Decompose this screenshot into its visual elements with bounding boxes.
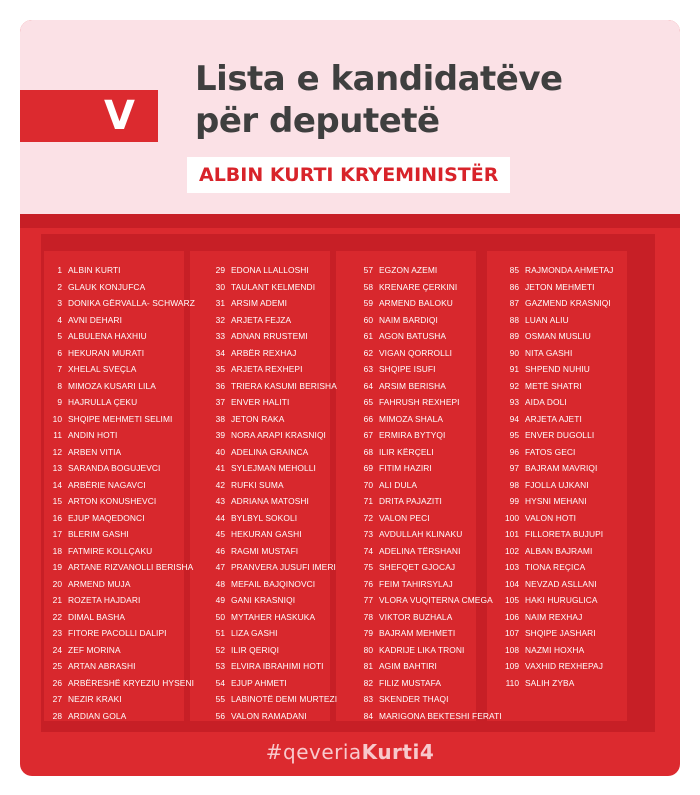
candidate-name: ROZETA HAJDARI [68, 595, 141, 605]
candidate-name: VIKTOR BUZHALA [379, 611, 453, 622]
candidate-name: ELVIRA IBRAHIMI HOTI [231, 661, 324, 671]
logo-band [20, 90, 158, 142]
candidate-name: KRENARE ÇERKINI [379, 281, 458, 292]
candidate-name: SHPEND NUHIU [525, 364, 590, 374]
title-line-2: për deputetë [195, 101, 440, 141]
candidate-name: DIMAL BASHA [68, 611, 126, 622]
candidate-name: EDONA LLALLOSHI [231, 265, 309, 275]
candidate-number: 83 [363, 694, 373, 704]
candidate-name: ERMIRA BYTYQI [379, 430, 446, 440]
candidate-name: LABINOTË DEMI MURTEZI [231, 694, 338, 704]
candidate-name: VALON RAMADANI [231, 710, 307, 721]
candidate-name: ALBULENA HAXHIU [68, 331, 147, 341]
candidate-name: OSMAN MUSLIU [525, 331, 591, 341]
candidate-name: ARSIM BERISHA [379, 380, 446, 391]
candidate-name: ZEF MORINA [68, 644, 121, 655]
candidate-number: 16 [52, 512, 62, 523]
candidate-name: ARBËRESHË KRYEZIU HYSENI [68, 677, 195, 688]
candidate-number: 26 [52, 677, 62, 688]
candidate-name: SARANDA BOGUJEVCI [68, 463, 161, 473]
candidate-name: ARBEN VITIA [68, 446, 122, 457]
candidate-number: 17 [52, 529, 62, 539]
candidate-number: 86 [509, 281, 519, 292]
candidate-name: EGZON AZEMI [379, 265, 438, 275]
candidate-number: 101 [505, 529, 519, 539]
candidate-number: 60 [363, 314, 373, 325]
candidate-number: 19 [52, 562, 62, 572]
candidate-name: ARBËRIE NAGAVCI [68, 479, 146, 490]
candidate-name: TRIERA KASUMI BERISHA [231, 380, 337, 391]
candidate-name: FATOS GECI [525, 446, 576, 457]
candidate-number: 81 [363, 661, 373, 671]
candidate-name: ADRIANA MATOSHI [231, 496, 309, 506]
candidate-name: ADNAN RRUSTEMI [231, 331, 308, 341]
candidate-number: 8 [57, 380, 62, 391]
candidate-name: FJOLLA UJKANI [525, 479, 589, 490]
candidate-number: 23 [52, 628, 62, 638]
candidate-name: ADELINA GRAINCA [231, 446, 309, 457]
candidate-number: 50 [215, 611, 225, 622]
title-line-1: Lista e kandidatëve [195, 59, 563, 99]
candidate-name: ARMEND MUJA [68, 578, 131, 589]
candidate-number: 65 [363, 397, 373, 407]
candidate-number: 63 [363, 364, 373, 374]
candidate-number: 66 [363, 413, 373, 424]
candidate-number: 103 [505, 562, 519, 572]
candidate-name: FAHRUSH REXHEPI [379, 397, 460, 407]
candidate-number: 108 [505, 644, 519, 655]
candidate-number: 29 [215, 265, 225, 275]
candidate-number: 79 [363, 628, 373, 638]
candidate-number: 62 [363, 347, 373, 358]
candidate-number: 4 [57, 314, 62, 325]
candidate-number: 35 [215, 364, 225, 374]
candidate-number: 52 [215, 644, 225, 655]
candidate-number: 39 [215, 430, 225, 440]
candidate-number: 24 [52, 644, 62, 655]
candidate-number: 30 [215, 281, 225, 292]
candidate-number: 1 [57, 265, 62, 275]
candidate-number: 2 [57, 281, 62, 292]
candidate-name: BAJRAM MAVRIQI [525, 463, 598, 473]
candidate-number: 99 [509, 496, 519, 506]
candidate-name: ILIR QERIQI [231, 644, 280, 655]
divider-stripe [20, 214, 680, 228]
candidate-name: VALON PECI [379, 512, 430, 523]
candidate-name: SHEFQET GJOCAJ [379, 562, 456, 572]
candidate-number: 98 [509, 479, 519, 490]
candidate-number: 15 [52, 496, 62, 506]
candidate-number: 5 [57, 331, 62, 341]
candidate-number: 106 [505, 611, 519, 622]
candidate-number: 58 [363, 281, 373, 292]
candidate-number: 90 [509, 347, 519, 358]
candidate-number: 27 [52, 694, 62, 704]
candidate-name: ENVER DUGOLLI [525, 430, 595, 440]
candidate-number: 73 [363, 529, 373, 539]
candidate-number: 32 [215, 314, 225, 325]
candidate-name: HAKI HURUGLICA [525, 595, 598, 605]
candidate-number: 82 [363, 677, 373, 688]
candidate-name: BYLBYL SOKOLI [231, 512, 298, 523]
candidate-name: JETON RAKA [231, 413, 285, 424]
candidate-number: 37 [215, 397, 225, 407]
candidate-name: ARJETA AJETI [525, 413, 582, 424]
candidate-number: 78 [363, 611, 373, 622]
candidate-name: RUFKI SUMA [231, 479, 284, 490]
candidate-number: 104 [505, 578, 519, 589]
candidate-name: SHQIPE ISUFI [379, 364, 436, 374]
candidate-name: FITORE PACOLLI DALIPI [68, 628, 167, 638]
candidate-number: 25 [52, 661, 62, 671]
candidate-name: ARMEND BALOKU [379, 298, 453, 308]
candidate-number: 54 [215, 677, 225, 688]
candidate-number: 75 [363, 562, 373, 572]
candidate-name: VAXHID REXHEPAJ [525, 661, 603, 671]
candidate-name: SALIH ZYBA [525, 677, 575, 688]
candidate-name: SYLEJMAN MEHOLLI [231, 463, 316, 473]
candidate-number: 88 [509, 314, 519, 325]
candidate-number: 45 [215, 529, 225, 539]
candidate-name: RAGMI MUSTAFI [231, 545, 299, 556]
candidate-number: 95 [509, 430, 519, 440]
candidate-number: 9 [57, 397, 62, 407]
candidate-number: 80 [363, 644, 373, 655]
candidate-name: ILIR KËRÇELI [379, 446, 434, 457]
candidate-number: 6 [57, 347, 62, 358]
candidate-number: 55 [215, 694, 225, 704]
candidate-name: GLAUK KONJUFCA [68, 281, 146, 292]
candidate-number: 64 [363, 380, 373, 391]
candidate-name: LUAN ALIU [525, 314, 569, 325]
candidate-number: 11 [53, 430, 62, 440]
candidate-name: ARBËR REXHAJ [231, 347, 297, 358]
candidate-name: KADRIJE LIKA TRONI [379, 644, 465, 655]
candidate-name: FATMIRE KOLLÇAKU [68, 545, 153, 556]
candidate-name: VIGAN QORROLLI [379, 347, 453, 358]
candidate-number: 41 [215, 463, 225, 473]
hashtag [20, 740, 680, 764]
page-title [195, 58, 615, 142]
candidate-name: SHQIPE MEHMETI SELIMI [68, 413, 173, 424]
candidate-number: 34 [215, 347, 225, 358]
candidate-number: 76 [363, 578, 373, 589]
candidate-name: ALBAN BAJRAMI [525, 545, 593, 556]
candidate-name: RAJMONDA AHMETAJ [525, 265, 614, 275]
candidate-number: 49 [215, 595, 225, 605]
candidate-number: 14 [52, 479, 62, 490]
candidate-name: HEKURAN GASHI [231, 529, 302, 539]
candidate-number: 18 [52, 545, 62, 556]
candidate-name: ARTANE RIZVANOLLI BERISHA [68, 562, 194, 572]
candidate-name: ENVER HALITI [231, 397, 290, 407]
candidate-number: 59 [363, 298, 373, 308]
candidate-name: MYTAHER HASKUKA [231, 611, 316, 622]
candidate-name: HEKURAN MURATI [68, 347, 145, 358]
candidate-name: AGIM BAHTIRI [379, 661, 437, 671]
candidate-name: ALI DULA [379, 479, 418, 490]
candidate-number: 69 [363, 463, 373, 473]
candidate-number: 48 [215, 578, 225, 589]
candidate-number: 10 [52, 413, 62, 424]
candidate-name: ANDIN HOTI [68, 430, 118, 440]
vetevendosje-logo-icon: V [104, 93, 135, 139]
candidate-name: BLERIM GASHI [68, 529, 129, 539]
candidate-name: EJUP MAQEDONCI [68, 512, 145, 523]
candidate-name: FILLORETA BUJUPI [525, 529, 604, 539]
candidate-number: 100 [505, 512, 519, 523]
candidate-name: FITIM HAZIRI [379, 463, 432, 473]
candidate-number: 92 [509, 380, 519, 391]
candidate-name: BAJRAM MEHMETI [379, 628, 456, 638]
candidate-number: 84 [363, 710, 373, 721]
candidate-number: 46 [215, 545, 225, 556]
candidate-name: ADELINA TËRSHANI [379, 545, 461, 556]
candidate-name: ARJETA FEJZA [231, 314, 292, 325]
candidate-number: 44 [215, 512, 225, 523]
candidate-name: SHQIPE JASHARI [525, 628, 596, 638]
candidate-number: 22 [52, 611, 62, 622]
candidate-name: NITA GASHI [525, 347, 573, 358]
candidate-number: 56 [215, 710, 225, 721]
candidate-name: PRANVERA JUSUFI IMERI [231, 562, 336, 572]
candidate-number: 74 [363, 545, 373, 556]
candidate-name: LIZA GASHI [231, 628, 278, 638]
candidate-number: 13 [52, 463, 62, 473]
candidate-number: 71 [363, 496, 373, 506]
candidate-number: 109 [505, 661, 519, 671]
candidate-number: 77 [363, 595, 373, 605]
candidate-name: TIONA REÇICA [525, 562, 586, 572]
candidate-number: 38 [215, 413, 225, 424]
candidate-name: NAIM BARDIQI [379, 314, 438, 325]
candidate-name: HAJRULLA ÇEKU [68, 397, 138, 407]
candidate-name: NORA ARAPI KRASNIQI [231, 430, 326, 440]
candidate-number: 51 [215, 628, 225, 638]
candidate-number: 33 [215, 331, 225, 341]
candidate-number: 20 [52, 578, 62, 589]
candidate-name: GAZMEND KRASNIQI [525, 298, 611, 308]
candidate-name: NAZMI HOXHA [525, 644, 585, 655]
candidate-number: 36 [215, 380, 225, 391]
candidate-name: DONIKA GËRVALLA- SCHWARZ [68, 298, 195, 308]
candidate-number: 67 [363, 430, 373, 440]
candidate-name: GANI KRASNIQI [231, 595, 296, 605]
candidate-name: ARTAN ABRASHI [68, 661, 136, 671]
candidate-number: 21 [52, 595, 62, 605]
candidate-number: 72 [363, 512, 373, 523]
candidate-name: JETON MEHMETI [525, 281, 595, 292]
candidate-name: NEVZAD ASLLANI [525, 578, 597, 589]
candidate-number: 28 [52, 710, 62, 721]
candidate-number: 93 [509, 397, 519, 407]
hashtag-bold: Kurti4 [361, 740, 435, 764]
candidate-number: 96 [509, 446, 519, 457]
candidate-name: MARIGONA BEKTESHI FERATI [379, 710, 502, 721]
candidate-name: AIDA DOLI [525, 397, 567, 407]
candidate-name: METË SHATRI [525, 380, 582, 391]
candidate-name: MEFAIL BAJQINOVCI [231, 578, 316, 589]
candidate-name: MIMOZA SHALA [379, 413, 444, 424]
candidate-number: 94 [509, 413, 519, 424]
candidate-name: ARSIM ADEMI [231, 298, 288, 308]
candidate-number: 68 [363, 446, 373, 457]
candidate-name: AVDULLAH KLINAKU [379, 529, 463, 539]
candidate-number: 12 [52, 446, 62, 457]
candidate-number: 31 [215, 298, 225, 308]
candidate-number: 70 [363, 479, 373, 490]
candidate-number: 91 [509, 364, 519, 374]
candidate-name: ARTON KONUSHEVCI [68, 496, 157, 506]
candidate-number: 53 [215, 661, 225, 671]
candidate-number: 97 [509, 463, 519, 473]
candidate-name: NEZIR KRAKI [68, 694, 122, 704]
hashtag-prefix: #qeveria [265, 740, 362, 764]
candidate-name: AVNI DEHARI [68, 314, 122, 325]
candidate-name: MIMOZA KUSARI LILA [68, 380, 156, 391]
poster-card [20, 20, 680, 776]
candidate-number: 89 [509, 331, 519, 341]
candidate-number: 3 [57, 298, 62, 308]
candidate-name: ARJETA REXHEPI [231, 364, 303, 374]
candidate-name: NAIM REXHAJ [525, 611, 583, 622]
candidate-number: 85 [509, 265, 519, 275]
candidate-number: 102 [505, 545, 519, 556]
candidate-name: DRITA PAJAZITI [379, 496, 442, 506]
candidate-number: 61 [363, 331, 373, 341]
candidate-name: ARDIAN GOLA [68, 710, 127, 721]
candidate-number: 107 [505, 628, 519, 638]
subtitle-badge: ALBIN KURTI KRYEMINISTËR [187, 157, 510, 193]
candidate-number: 110 [505, 677, 519, 688]
candidate-name: XHELAL SVEÇLA [68, 364, 137, 374]
candidate-name: HYSNI MEHANI [525, 496, 587, 506]
candidate-number: 7 [57, 364, 62, 374]
candidate-number: 87 [509, 298, 519, 308]
candidate-name: FILIZ MUSTAFA [379, 677, 442, 688]
candidate-number: 40 [215, 446, 225, 457]
candidate-name: FEIM TAHIRSYLAJ [379, 578, 453, 589]
candidate-number: 43 [215, 496, 225, 506]
candidate-number: 47 [215, 562, 225, 572]
candidate-name: ALBIN KURTI [68, 265, 121, 275]
candidate-name: EJUP AHMETI [231, 677, 287, 688]
candidate-name: VALON HOTI [525, 512, 577, 523]
candidate-name: TAULANT KELMENDI [231, 281, 316, 292]
candidate-name: AGON BATUSHA [379, 331, 447, 341]
candidate-number: 57 [363, 265, 373, 275]
candidate-name: VLORA VUQITERNA CMEGA [379, 595, 493, 605]
candidate-name: SKENDER THAQI [379, 694, 449, 704]
candidate-number: 105 [505, 595, 519, 605]
candidate-number: 42 [215, 479, 225, 490]
